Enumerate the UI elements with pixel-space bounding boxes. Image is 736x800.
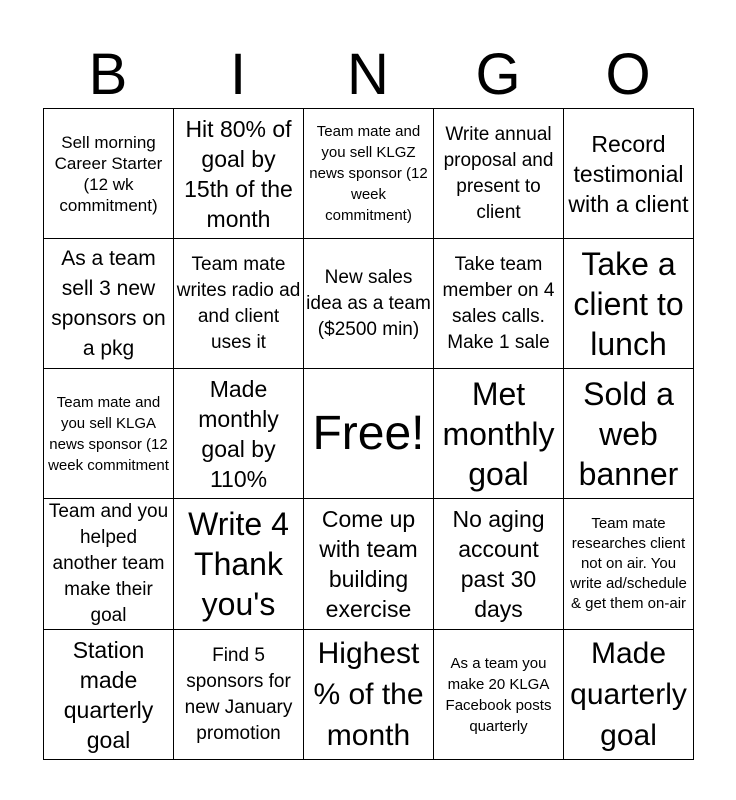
bingo-cell[interactable] <box>44 630 174 760</box>
cell-text: As a team you make 20 KLGA Facebook posts quarterly <box>445 654 552 735</box>
cell-text: Team mate writes radio ad and client uses it <box>176 253 301 353</box>
cell-text: As a team sell 3 new sponsors on a pkg <box>51 246 166 360</box>
bingo-cell[interactable] <box>44 239 174 369</box>
bingo-cell[interactable] <box>434 109 564 239</box>
cell-text: Made quarterly goal <box>570 637 687 752</box>
header-letter-n: N <box>347 42 389 107</box>
cell-text: Team mate and you sell KLGZ news sponsor (12 week commitment) <box>309 123 428 224</box>
cell-text: Team and you helped another team make their goal <box>48 501 169 626</box>
bingo-cell[interactable] <box>564 239 694 369</box>
cell-text: Find 5 sponsors for new January promotion <box>184 644 293 744</box>
bingo-cell[interactable] <box>174 239 304 369</box>
bingo-cell[interactable] <box>304 109 434 239</box>
bingo-cell[interactable] <box>174 369 304 499</box>
cell-text: Sell morning Career Starter (12 wk commitment) <box>54 132 163 215</box>
header-letter-b: B <box>88 42 128 107</box>
bingo-row <box>44 109 694 239</box>
free-space-cell[interactable] <box>304 369 434 499</box>
bingo-cell[interactable] <box>434 369 564 499</box>
bingo-card-grid <box>43 108 694 760</box>
bingo-cell[interactable] <box>564 109 694 239</box>
free-space-text: Free! <box>312 406 425 460</box>
cell-text: Record testimonial with a client <box>568 130 689 217</box>
cell-text: Write annual proposal and present to client <box>443 123 554 223</box>
cell-text: Met monthly goal <box>442 375 555 492</box>
bingo-cell[interactable] <box>174 109 304 239</box>
bingo-cell[interactable] <box>304 239 434 369</box>
bingo-cell[interactable] <box>44 499 174 630</box>
cell-text: Made monthly goal by 110% <box>198 375 279 492</box>
bingo-cell[interactable] <box>434 239 564 369</box>
cell-text: No aging account past 30 days <box>452 506 545 622</box>
bingo-cell[interactable] <box>564 369 694 499</box>
bingo-row <box>44 499 694 630</box>
header-letter-g: G <box>475 42 521 107</box>
cell-text: Come up with team building exercise <box>319 506 418 622</box>
cell-text: Write 4 Thank you's <box>188 506 289 622</box>
bingo-cell[interactable] <box>434 499 564 630</box>
bingo-cell[interactable] <box>304 499 434 630</box>
bingo-row <box>44 369 694 499</box>
cell-text: Hit 80% of goal by 15th of the month <box>184 115 293 232</box>
cell-text: Take team member on 4 sales calls. Make 1 sale <box>442 253 555 353</box>
bingo-header <box>43 42 693 108</box>
bingo-cell[interactable] <box>434 630 564 760</box>
bingo-row <box>44 630 694 760</box>
cell-text: New sales idea as a team ($2500 min) <box>306 266 431 340</box>
cell-text: Team mate and you sell KLGA news sponsor (12 week commitment <box>48 393 169 474</box>
bingo-cell[interactable] <box>44 369 174 499</box>
bingo-cell[interactable] <box>174 499 304 630</box>
bingo-cell[interactable] <box>44 109 174 239</box>
bingo-row <box>44 239 694 369</box>
cell-text: Highest % of the month <box>313 637 424 752</box>
bingo-cell[interactable] <box>304 630 434 760</box>
cell-text: Station made quarterly goal <box>63 636 154 753</box>
bingo-cell[interactable] <box>564 499 694 630</box>
cell-text: Take a client to lunch <box>573 245 684 362</box>
bingo-cell[interactable] <box>174 630 304 760</box>
header-letter-i: I <box>229 42 247 107</box>
header-letter-o: O <box>605 42 651 107</box>
cell-text: Sold a web banner <box>578 375 679 492</box>
cell-text: Team mate researches client not on air. You write ad/schedule & get them on-air <box>570 515 687 612</box>
bingo-cell[interactable] <box>564 630 694 760</box>
